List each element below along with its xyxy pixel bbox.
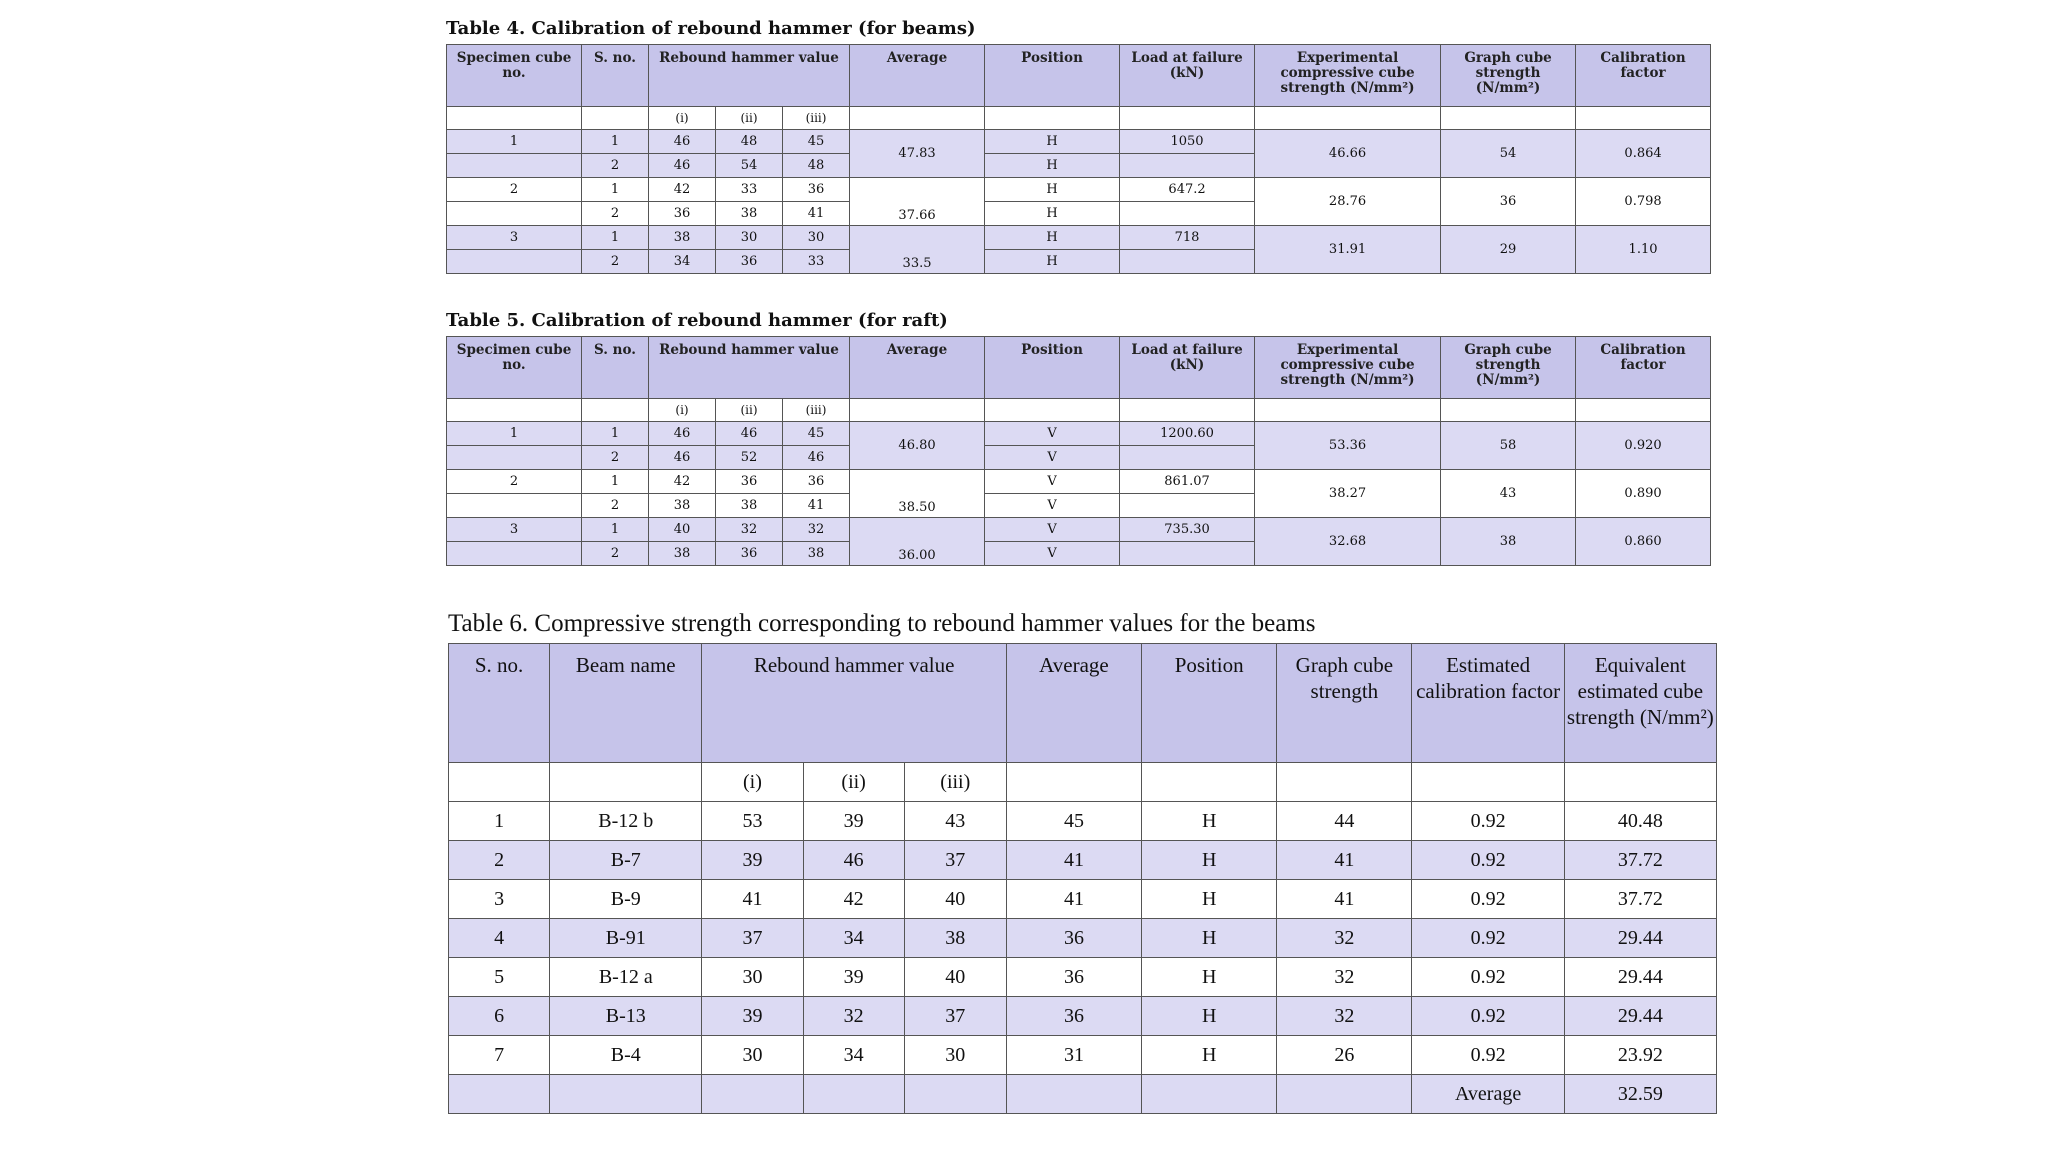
table6-footer-value: 32.59 bbox=[1564, 1075, 1716, 1114]
table4-cell: 33 bbox=[716, 178, 783, 202]
table6-cell: 32 bbox=[1277, 958, 1412, 997]
table4-header: Average bbox=[850, 45, 985, 107]
table4-cell: 48 bbox=[716, 130, 783, 154]
table5-cell: 1 bbox=[582, 518, 649, 542]
table6-header: Position bbox=[1142, 644, 1277, 763]
table5-cell: 32 bbox=[783, 518, 850, 542]
table4-cell: 1050 bbox=[1120, 130, 1255, 154]
table4-cell: 37.66 bbox=[850, 178, 985, 226]
table4-header: Specimen cube no. bbox=[447, 45, 582, 107]
table-row bbox=[447, 130, 1711, 154]
table6-cell: 0.92 bbox=[1412, 841, 1564, 880]
table6-cell: 37 bbox=[904, 997, 1006, 1036]
table6-cell: 23.92 bbox=[1564, 1036, 1716, 1075]
table5-cell: 40 bbox=[649, 518, 716, 542]
table6-cell: H bbox=[1142, 1036, 1277, 1075]
table5-cell: 2 bbox=[582, 446, 649, 470]
table6-cell: 38 bbox=[904, 919, 1006, 958]
table5-header: S. no. bbox=[582, 337, 649, 399]
table4-cell: H bbox=[985, 130, 1120, 154]
table4-cell: 36 bbox=[1441, 178, 1576, 226]
table4-cell: H bbox=[985, 226, 1120, 250]
table4-cell: 45 bbox=[783, 130, 850, 154]
table6-cell: H bbox=[1142, 919, 1277, 958]
table5-header: Position bbox=[985, 337, 1120, 399]
table4-cell: 46.66 bbox=[1255, 130, 1441, 178]
table6-cell: 29.44 bbox=[1564, 958, 1716, 997]
table6-cell: 29.44 bbox=[1564, 919, 1716, 958]
table5-cell: 2 bbox=[582, 542, 649, 566]
table4-cell: 1 bbox=[582, 178, 649, 202]
table4-cell: 38 bbox=[716, 202, 783, 226]
table-row bbox=[447, 422, 1711, 446]
table4-cell: 36 bbox=[649, 202, 716, 226]
table5-block bbox=[446, 310, 1711, 566]
table4-header: Experimental compressive cube strength (N/mm²) bbox=[1255, 45, 1441, 107]
table6-cell: 36 bbox=[1006, 919, 1141, 958]
table5-cell: 42 bbox=[649, 470, 716, 494]
table4-cell: H bbox=[985, 178, 1120, 202]
table6-cell: 41 bbox=[1006, 880, 1141, 919]
table6-cell: 0.92 bbox=[1412, 802, 1564, 841]
table6-cell: B-12 a bbox=[550, 958, 702, 997]
table-row bbox=[449, 841, 1717, 880]
table5-cell: 1 bbox=[582, 470, 649, 494]
table-row bbox=[447, 226, 1711, 250]
table6-block bbox=[448, 608, 1717, 1114]
table6-header: S. no. bbox=[449, 644, 550, 763]
table5-cell: 38.27 bbox=[1255, 470, 1441, 518]
table6-cell: 31 bbox=[1006, 1036, 1141, 1075]
table6-cell: 0.92 bbox=[1412, 919, 1564, 958]
table4-cell: H bbox=[985, 202, 1120, 226]
table4-cell: H bbox=[985, 154, 1120, 178]
table-row bbox=[449, 958, 1717, 997]
table6-cell: 7 bbox=[449, 1036, 550, 1075]
table4-cell: 647.2 bbox=[1120, 178, 1255, 202]
table-row bbox=[449, 997, 1717, 1036]
table4-cell: 0.864 bbox=[1576, 130, 1711, 178]
table4-cell: 54 bbox=[716, 154, 783, 178]
table4-cell: 46 bbox=[649, 130, 716, 154]
table4-cell: 47.83 bbox=[850, 130, 985, 178]
table5-cell: 735.30 bbox=[1120, 518, 1255, 542]
table6-cell: 37 bbox=[904, 841, 1006, 880]
table5-cell: 861.07 bbox=[1120, 470, 1255, 494]
table6-cell: 0.92 bbox=[1412, 958, 1564, 997]
table6-cell: 36 bbox=[1006, 997, 1141, 1036]
table4-caption: Table 4. Calibration of rebound hammer (for beams) bbox=[446, 18, 976, 39]
table6-cell: 34 bbox=[803, 1036, 904, 1075]
table6-subheader: (i) bbox=[702, 763, 803, 802]
table4-cell: 54 bbox=[1441, 130, 1576, 178]
table5-cell: 38 bbox=[716, 494, 783, 518]
table5-cell: 1 bbox=[582, 422, 649, 446]
table4-cell: 42 bbox=[649, 178, 716, 202]
table6-cell: 30 bbox=[904, 1036, 1006, 1075]
table5-cell: V bbox=[985, 518, 1120, 542]
table6-cell: 43 bbox=[904, 802, 1006, 841]
table4-header: Rebound hammer value bbox=[649, 45, 850, 107]
table5-cell: 0.860 bbox=[1576, 518, 1711, 566]
table6-footer-label: Average bbox=[1412, 1075, 1564, 1114]
table5-cell: 3 bbox=[447, 518, 582, 542]
table5-header: Graph cube strength (N/mm²) bbox=[1441, 337, 1576, 399]
table5-cell: 46 bbox=[783, 446, 850, 470]
table6-cell: H bbox=[1142, 802, 1277, 841]
table5-cell: 36.00 bbox=[850, 518, 985, 566]
table5-cell: 2 bbox=[582, 494, 649, 518]
table6-cell: 39 bbox=[702, 841, 803, 880]
table6-cell: 30 bbox=[702, 958, 803, 997]
table4-cell: 33.5 bbox=[850, 226, 985, 274]
table5-cell: 1200.60 bbox=[1120, 422, 1255, 446]
table4-cell: 2 bbox=[582, 250, 649, 274]
table5-cell: 32 bbox=[716, 518, 783, 542]
table4-cell: 36 bbox=[783, 178, 850, 202]
table4-header: Load at failure (kN) bbox=[1120, 45, 1255, 107]
table4-cell: 2 bbox=[582, 202, 649, 226]
table6-cell: 37.72 bbox=[1564, 880, 1716, 919]
table4 bbox=[446, 44, 1711, 274]
table5-subheader: (i) bbox=[649, 399, 716, 422]
table4-cell: 46 bbox=[649, 154, 716, 178]
table4-block bbox=[446, 18, 1711, 274]
table5-header: Calibration factor bbox=[1576, 337, 1711, 399]
table6-cell: 41 bbox=[702, 880, 803, 919]
table4-cell: 1.10 bbox=[1576, 226, 1711, 274]
table6-cell: 30 bbox=[702, 1036, 803, 1075]
table5-cell: 41 bbox=[783, 494, 850, 518]
table6-cell: 46 bbox=[803, 841, 904, 880]
table6-subheader: (iii) bbox=[904, 763, 1006, 802]
table4-cell: 1 bbox=[447, 130, 582, 154]
table6-cell: 39 bbox=[803, 802, 904, 841]
table4-cell: 3 bbox=[447, 226, 582, 250]
table6-cell: 29.44 bbox=[1564, 997, 1716, 1036]
table6-cell: 32 bbox=[1277, 997, 1412, 1036]
table6-header: Graph cube strength bbox=[1277, 644, 1412, 763]
table4-cell: H bbox=[985, 250, 1120, 274]
table4-cell: 31.91 bbox=[1255, 226, 1441, 274]
table4-cell: 718 bbox=[1120, 226, 1255, 250]
table6-cell: 40.48 bbox=[1564, 802, 1716, 841]
table4-subheader: (ii) bbox=[716, 107, 783, 130]
table6-cell: 37 bbox=[702, 919, 803, 958]
table5-cell: V bbox=[985, 422, 1120, 446]
table4-cell: 29 bbox=[1441, 226, 1576, 274]
table5-caption: Table 5. Calibration of rebound hammer (for raft) bbox=[446, 310, 948, 331]
table5-cell: 36 bbox=[716, 542, 783, 566]
table4-subheader: (iii) bbox=[783, 107, 850, 130]
table6-cell: 39 bbox=[702, 997, 803, 1036]
table6-cell: 42 bbox=[803, 880, 904, 919]
table5-cell: 46.80 bbox=[850, 422, 985, 470]
table6-cell: 2 bbox=[449, 841, 550, 880]
table4-cell: 34 bbox=[649, 250, 716, 274]
table5-header: Rebound hammer value bbox=[649, 337, 850, 399]
table4-cell: 28.76 bbox=[1255, 178, 1441, 226]
table5-cell: V bbox=[985, 446, 1120, 470]
table6-cell: 44 bbox=[1277, 802, 1412, 841]
table5-cell: 2 bbox=[447, 470, 582, 494]
table4-subheader: (i) bbox=[649, 107, 716, 130]
table6-caption: Table 6. Compressive strength corresponding to rebound hammer values for the beams bbox=[448, 610, 1316, 637]
table6-cell: 41 bbox=[1277, 880, 1412, 919]
table6-subheader: (ii) bbox=[803, 763, 904, 802]
table-row bbox=[447, 470, 1711, 494]
table4-cell: 41 bbox=[783, 202, 850, 226]
table6-cell: 4 bbox=[449, 919, 550, 958]
table6-cell: B-4 bbox=[550, 1036, 702, 1075]
table-row bbox=[447, 518, 1711, 542]
table5-cell: 36 bbox=[716, 470, 783, 494]
table5-cell: 38 bbox=[649, 494, 716, 518]
table6 bbox=[448, 643, 1717, 1114]
table6-cell: 34 bbox=[803, 919, 904, 958]
table6-cell: B-7 bbox=[550, 841, 702, 880]
table6-cell: 39 bbox=[803, 958, 904, 997]
table-row bbox=[449, 802, 1717, 841]
table5-cell: 36 bbox=[783, 470, 850, 494]
table6-cell: B-13 bbox=[550, 997, 702, 1036]
table4-cell: 30 bbox=[716, 226, 783, 250]
table6-cell: 0.92 bbox=[1412, 1036, 1564, 1075]
table6-cell: 45 bbox=[1006, 802, 1141, 841]
table6-cell: 26 bbox=[1277, 1036, 1412, 1075]
table4-cell: 48 bbox=[783, 154, 850, 178]
table6-header: Equivalent estimated cube strength (N/mm²) bbox=[1564, 644, 1716, 763]
table6-cell: 1 bbox=[449, 802, 550, 841]
table5-cell: 0.920 bbox=[1576, 422, 1711, 470]
table6-cell: 0.92 bbox=[1412, 880, 1564, 919]
table5-cell: 53.36 bbox=[1255, 422, 1441, 470]
table5-cell: V bbox=[985, 494, 1120, 518]
table5-cell: V bbox=[985, 542, 1120, 566]
table6-cell: 40 bbox=[904, 880, 1006, 919]
table6-cell: 0.92 bbox=[1412, 997, 1564, 1036]
table4-cell: 1 bbox=[582, 226, 649, 250]
table5-header: Specimen cube no. bbox=[447, 337, 582, 399]
table5-cell: 46 bbox=[649, 446, 716, 470]
table4-cell: 30 bbox=[783, 226, 850, 250]
table6-cell: B-12 b bbox=[550, 802, 702, 841]
table4-header: S. no. bbox=[582, 45, 649, 107]
table6-cell: 5 bbox=[449, 958, 550, 997]
table5-cell: 52 bbox=[716, 446, 783, 470]
table5-cell: 43 bbox=[1441, 470, 1576, 518]
table5-cell: 1 bbox=[447, 422, 582, 446]
table5-header: Load at failure (kN) bbox=[1120, 337, 1255, 399]
table5-subheader: (ii) bbox=[716, 399, 783, 422]
table4-cell: 38 bbox=[649, 226, 716, 250]
table4-cell: 33 bbox=[783, 250, 850, 274]
table5-cell: V bbox=[985, 470, 1120, 494]
table6-header: Average bbox=[1006, 644, 1141, 763]
table4-cell: 2 bbox=[447, 178, 582, 202]
table4-header: Graph cube strength (N/mm²) bbox=[1441, 45, 1576, 107]
table5-header: Experimental compressive cube strength (N/mm²) bbox=[1255, 337, 1441, 399]
table5 bbox=[446, 336, 1711, 566]
table4-header: Calibration factor bbox=[1576, 45, 1711, 107]
table6-cell: B-91 bbox=[550, 919, 702, 958]
table6-cell: B-9 bbox=[550, 880, 702, 919]
table4-header: Position bbox=[985, 45, 1120, 107]
table5-header: Average bbox=[850, 337, 985, 399]
table5-cell: 38 bbox=[649, 542, 716, 566]
table6-header: Rebound hammer value bbox=[702, 644, 1006, 763]
table-row bbox=[449, 880, 1717, 919]
table4-cell: 0.798 bbox=[1576, 178, 1711, 226]
table5-cell: 0.890 bbox=[1576, 470, 1711, 518]
table6-cell: 41 bbox=[1277, 841, 1412, 880]
table4-cell: 1 bbox=[582, 130, 649, 154]
table6-cell: 32 bbox=[803, 997, 904, 1036]
table6-header: Beam name bbox=[550, 644, 702, 763]
table5-cell: 58 bbox=[1441, 422, 1576, 470]
table6-cell: H bbox=[1142, 880, 1277, 919]
table6-cell: 37.72 bbox=[1564, 841, 1716, 880]
table5-cell: 32.68 bbox=[1255, 518, 1441, 566]
table6-cell: H bbox=[1142, 958, 1277, 997]
table-footer-row bbox=[449, 1075, 1717, 1114]
table6-cell: 36 bbox=[1006, 958, 1141, 997]
table6-cell: 40 bbox=[904, 958, 1006, 997]
table5-cell: 38.50 bbox=[850, 470, 985, 518]
table5-cell: 38 bbox=[1441, 518, 1576, 566]
table4-cell: 2 bbox=[582, 154, 649, 178]
table-row bbox=[449, 1036, 1717, 1075]
table4-cell: 36 bbox=[716, 250, 783, 274]
table5-cell: 45 bbox=[783, 422, 850, 446]
table5-cell: 46 bbox=[649, 422, 716, 446]
table6-header: Estimated calibration factor bbox=[1412, 644, 1564, 763]
table5-subheader: (iii) bbox=[783, 399, 850, 422]
table6-cell: H bbox=[1142, 841, 1277, 880]
table6-cell: 53 bbox=[702, 802, 803, 841]
table6-cell: H bbox=[1142, 997, 1277, 1036]
table6-cell: 3 bbox=[449, 880, 550, 919]
table6-cell: 41 bbox=[1006, 841, 1141, 880]
table-row bbox=[449, 919, 1717, 958]
table5-cell: 38 bbox=[783, 542, 850, 566]
table5-cell: 46 bbox=[716, 422, 783, 446]
table6-cell: 6 bbox=[449, 997, 550, 1036]
table6-cell: 32 bbox=[1277, 919, 1412, 958]
table-row bbox=[447, 178, 1711, 202]
